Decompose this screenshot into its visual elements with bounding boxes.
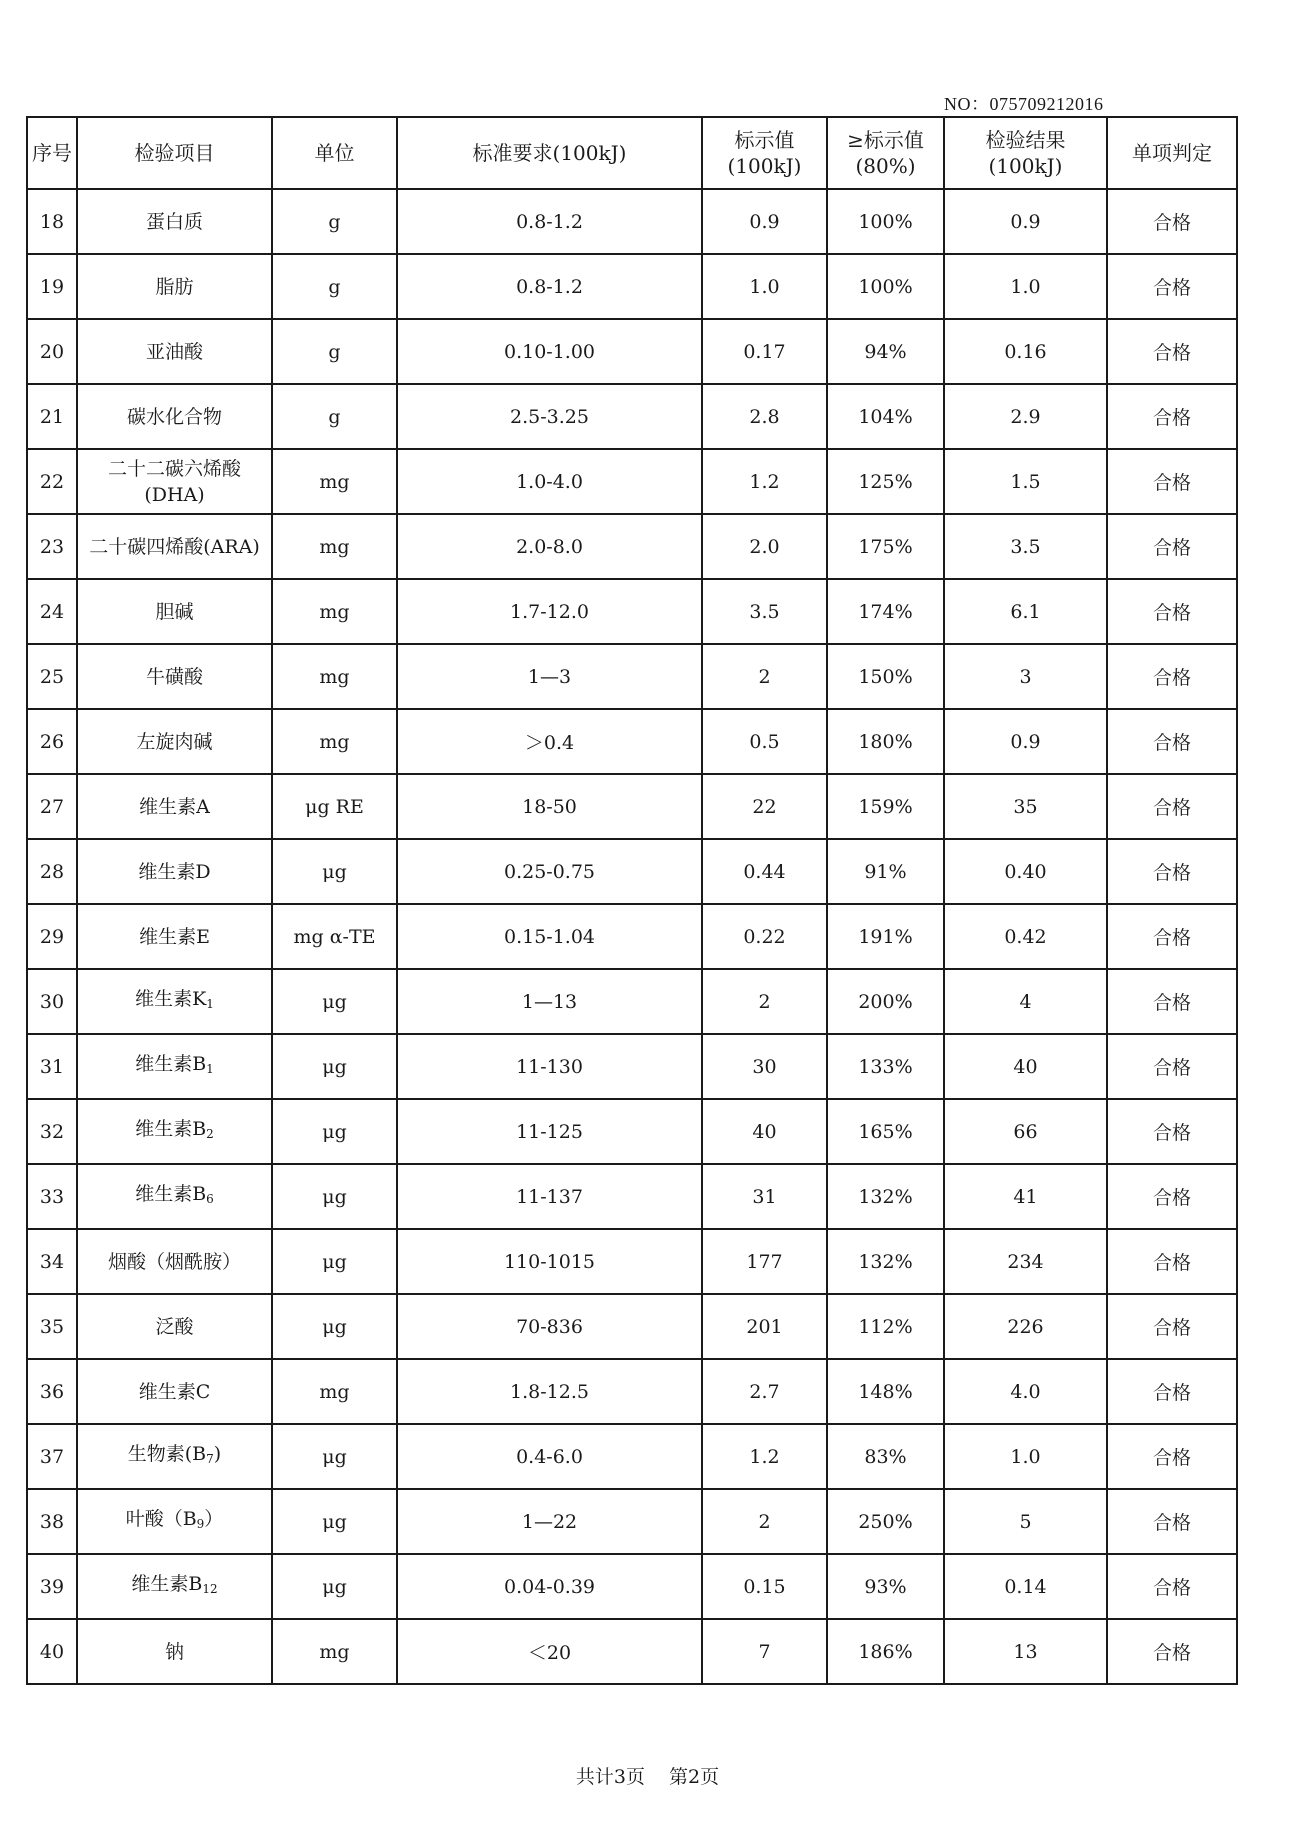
cell-item — [77, 1099, 272, 1164]
cell-unit: g — [272, 384, 397, 449]
cell-result: 3 — [944, 644, 1107, 709]
cell-item — [77, 1034, 272, 1099]
cell-ratio: 93% — [827, 1554, 944, 1619]
cell-seq: 32 — [27, 1099, 77, 1164]
cell-ratio: 148% — [827, 1359, 944, 1424]
cell-ratio: 133% — [827, 1034, 944, 1099]
cell-label-value: 1.2 — [702, 1424, 827, 1489]
table-row — [27, 839, 1237, 904]
table-row — [27, 1554, 1237, 1619]
cell-unit: mg α-TE — [272, 904, 397, 969]
cell-result: 13 — [944, 1619, 1107, 1684]
cell-standard: 1—13 — [397, 969, 702, 1034]
item-subscript: 7 — [206, 1452, 214, 1466]
cell-unit: mg — [272, 709, 397, 774]
table-row — [27, 1099, 1237, 1164]
cell-result: 0.16 — [944, 319, 1107, 384]
item-name: 维生素B — [135, 1053, 207, 1075]
table-row — [27, 1294, 1237, 1359]
cell-judgment: 合格 — [1107, 189, 1237, 254]
cell-label-value: 1.2 — [702, 449, 827, 514]
cell-unit: μg RE — [272, 774, 397, 839]
cell-item — [77, 449, 272, 514]
cell-seq: 21 — [27, 384, 77, 449]
table-row — [27, 1359, 1237, 1424]
item-name: 泛酸 — [155, 1315, 194, 1338]
cell-result: 4 — [944, 969, 1107, 1034]
item-name: 维生素K — [135, 988, 207, 1010]
cell-unit: g — [272, 319, 397, 384]
cell-ratio: 94% — [827, 319, 944, 384]
cell-standard: 1.8-12.5 — [397, 1359, 702, 1424]
cell-judgment: 合格 — [1107, 384, 1237, 449]
cell-seq: 40 — [27, 1619, 77, 1684]
cell-seq: 20 — [27, 319, 77, 384]
cell-ratio: 159% — [827, 774, 944, 839]
cell-result: 234 — [944, 1229, 1107, 1294]
cell-ratio: 191% — [827, 904, 944, 969]
cell-result: 1.0 — [944, 254, 1107, 319]
cell-standard: ＞0.4 — [397, 709, 702, 774]
cell-result: 1.0 — [944, 1424, 1107, 1489]
cell-label-value: 2.8 — [702, 384, 827, 449]
cell-label-value: 1.0 — [702, 254, 827, 319]
table-row — [27, 254, 1237, 319]
cell-seq: 28 — [27, 839, 77, 904]
cell-item — [77, 189, 272, 254]
header-judgment: 单项判定 — [1107, 117, 1237, 189]
cell-ratio: 104% — [827, 384, 944, 449]
table-row — [27, 1619, 1237, 1684]
cell-item — [77, 1164, 272, 1229]
cell-judgment: 合格 — [1107, 709, 1237, 774]
item-name: 维生素C — [138, 1380, 211, 1403]
cell-ratio: 180% — [827, 709, 944, 774]
table-row — [27, 969, 1237, 1034]
header-result: 检验结果 (100kJ) — [944, 117, 1107, 189]
cell-item — [77, 319, 272, 384]
cell-unit: mg — [272, 514, 397, 579]
cell-result: 66 — [944, 1099, 1107, 1164]
cell-judgment: 合格 — [1107, 1294, 1237, 1359]
cell-unit: μg — [272, 1424, 397, 1489]
item-name: 维生素E — [139, 925, 210, 948]
cell-standard: 1—22 — [397, 1489, 702, 1554]
header-ratio: ≥标示值 (80%) — [827, 117, 944, 189]
item-name: 维生素B — [135, 1183, 207, 1205]
item-name: 亚油酸 — [145, 340, 203, 363]
cell-label-value: 2 — [702, 1489, 827, 1554]
cell-label-value: 2 — [702, 969, 827, 1034]
header-unit: 单位 — [272, 117, 397, 189]
cell-label-value: 31 — [702, 1164, 827, 1229]
cell-item — [77, 254, 272, 319]
cell-standard: 1.0-4.0 — [397, 449, 702, 514]
item-name: 烟酸（烟酰胺） — [107, 1250, 241, 1273]
cell-ratio: 91% — [827, 839, 944, 904]
item-name: 左旋肉碱 — [136, 730, 213, 753]
cell-unit: mg — [272, 579, 397, 644]
cell-item — [77, 579, 272, 644]
cell-unit: mg — [272, 1359, 397, 1424]
cell-ratio: 174% — [827, 579, 944, 644]
cell-seq: 35 — [27, 1294, 77, 1359]
cell-unit: μg — [272, 1294, 397, 1359]
cell-judgment: 合格 — [1107, 514, 1237, 579]
cell-judgment: 合格 — [1107, 1034, 1237, 1099]
cell-ratio: 83% — [827, 1424, 944, 1489]
cell-judgment: 合格 — [1107, 1619, 1237, 1684]
cell-item — [77, 1424, 272, 1489]
cell-result: 1.5 — [944, 449, 1107, 514]
cell-item — [77, 1554, 272, 1619]
cell-standard: ＜20 — [397, 1619, 702, 1684]
cell-standard: 11-137 — [397, 1164, 702, 1229]
table-row — [27, 579, 1237, 644]
cell-item — [77, 1359, 272, 1424]
cell-unit: μg — [272, 969, 397, 1034]
item-name: 维生素B — [135, 1118, 207, 1140]
cell-result: 226 — [944, 1294, 1107, 1359]
cell-unit: μg — [272, 1164, 397, 1229]
table-row — [27, 709, 1237, 774]
cell-label-value: 177 — [702, 1229, 827, 1294]
item-name: 维生素D — [138, 860, 211, 883]
item-subscript: 1 — [206, 1062, 214, 1076]
item-subscript: 12 — [202, 1582, 218, 1596]
item-subscript: 6 — [206, 1192, 214, 1206]
cell-seq: 39 — [27, 1554, 77, 1619]
item-suffix: ） — [204, 1508, 224, 1530]
cell-seq: 18 — [27, 189, 77, 254]
cell-result: 0.42 — [944, 904, 1107, 969]
cell-label-value: 3.5 — [702, 579, 827, 644]
cell-unit: g — [272, 189, 397, 254]
cell-standard: 18-50 — [397, 774, 702, 839]
cell-label-value: 40 — [702, 1099, 827, 1164]
cell-judgment: 合格 — [1107, 579, 1237, 644]
cell-unit: mg — [272, 644, 397, 709]
table-row — [27, 189, 1237, 254]
cell-label-value: 201 — [702, 1294, 827, 1359]
cell-label-value: 2.7 — [702, 1359, 827, 1424]
cell-ratio: 175% — [827, 514, 944, 579]
cell-label-value: 22 — [702, 774, 827, 839]
table-row — [27, 1229, 1237, 1294]
cell-item — [77, 1619, 272, 1684]
cell-item — [77, 969, 272, 1034]
cell-item — [77, 384, 272, 449]
cell-result: 0.9 — [944, 189, 1107, 254]
cell-label-value: 0.5 — [702, 709, 827, 774]
header-item: 检验项目 — [77, 117, 272, 189]
cell-standard: 0.25-0.75 — [397, 839, 702, 904]
cell-seq: 23 — [27, 514, 77, 579]
cell-item — [77, 904, 272, 969]
cell-seq: 31 — [27, 1034, 77, 1099]
item-suffix: ) — [213, 1443, 222, 1465]
cell-judgment: 合格 — [1107, 1229, 1237, 1294]
cell-judgment: 合格 — [1107, 644, 1237, 709]
cell-label-value: 0.15 — [702, 1554, 827, 1619]
table-row — [27, 319, 1237, 384]
document-number: NO：075709212016 — [944, 94, 1104, 114]
header-standard: 标准要求(100kJ) — [397, 117, 702, 189]
item-subscript: 2 — [206, 1127, 214, 1141]
cell-ratio: 100% — [827, 254, 944, 319]
cell-unit: g — [272, 254, 397, 319]
cell-item — [77, 514, 272, 579]
cell-judgment: 合格 — [1107, 1359, 1237, 1424]
cell-result: 5 — [944, 1489, 1107, 1554]
cell-judgment: 合格 — [1107, 1424, 1237, 1489]
header-seq: 序号 — [27, 117, 77, 189]
cell-seq: 25 — [27, 644, 77, 709]
cell-label-value: 7 — [702, 1619, 827, 1684]
cell-judgment: 合格 — [1107, 1554, 1237, 1619]
table-row — [27, 1164, 1237, 1229]
cell-standard: 0.15-1.04 — [397, 904, 702, 969]
cell-unit: μg — [272, 839, 397, 904]
cell-result: 2.9 — [944, 384, 1107, 449]
cell-result: 3.5 — [944, 514, 1107, 579]
cell-standard: 110-1015 — [397, 1229, 702, 1294]
cell-result: 40 — [944, 1034, 1107, 1099]
table-row — [27, 449, 1237, 514]
cell-standard: 11-125 — [397, 1099, 702, 1164]
cell-seq: 22 — [27, 449, 77, 514]
cell-seq: 38 — [27, 1489, 77, 1554]
cell-label-value: 0.17 — [702, 319, 827, 384]
cell-standard: 0.8-1.2 — [397, 254, 702, 319]
item-name: 蛋白质 — [145, 210, 203, 233]
cell-ratio: 100% — [827, 189, 944, 254]
cell-unit: μg — [272, 1554, 397, 1619]
item-subscript: 9 — [196, 1517, 205, 1531]
cell-label-value: 30 — [702, 1034, 827, 1099]
cell-judgment: 合格 — [1107, 969, 1237, 1034]
cell-label-value: 0.22 — [702, 904, 827, 969]
cell-result: 0.40 — [944, 839, 1107, 904]
cell-label-value: 2.0 — [702, 514, 827, 579]
cell-label-value: 0.9 — [702, 189, 827, 254]
table-row — [27, 1424, 1237, 1489]
cell-result: 0.14 — [944, 1554, 1107, 1619]
cell-seq: 30 — [27, 969, 77, 1034]
cell-item — [77, 839, 272, 904]
item-name: 二十二碳六烯酸 (DHA) — [107, 457, 241, 506]
cell-standard: 0.4-6.0 — [397, 1424, 702, 1489]
cell-label-value: 0.44 — [702, 839, 827, 904]
cell-item — [77, 1489, 272, 1554]
cell-item — [77, 1229, 272, 1294]
item-name: 生物素(B — [127, 1443, 207, 1465]
cell-ratio: 186% — [827, 1619, 944, 1684]
cell-item — [77, 774, 272, 839]
table-row — [27, 384, 1237, 449]
cell-result: 4.0 — [944, 1359, 1107, 1424]
table-body — [27, 189, 1237, 1684]
cell-result: 0.9 — [944, 709, 1107, 774]
cell-seq: 29 — [27, 904, 77, 969]
cell-standard: 1—3 — [397, 644, 702, 709]
cell-standard: 2.0-8.0 — [397, 514, 702, 579]
cell-judgment: 合格 — [1107, 319, 1237, 384]
cell-standard: 2.5-3.25 — [397, 384, 702, 449]
cell-unit: μg — [272, 1489, 397, 1554]
cell-unit: μg — [272, 1034, 397, 1099]
table-row — [27, 904, 1237, 969]
inspection-results-table — [26, 116, 1238, 1685]
cell-seq: 27 — [27, 774, 77, 839]
item-name: 二十碳四烯酸(ARA) — [89, 535, 260, 558]
item-name: 胆碱 — [155, 600, 194, 623]
cell-judgment: 合格 — [1107, 904, 1237, 969]
cell-ratio: 250% — [827, 1489, 944, 1554]
cell-ratio: 200% — [827, 969, 944, 1034]
cell-judgment: 合格 — [1107, 449, 1237, 514]
cell-standard: 0.8-1.2 — [397, 189, 702, 254]
cell-seq: 26 — [27, 709, 77, 774]
cell-standard: 0.10-1.00 — [397, 319, 702, 384]
cell-judgment: 合格 — [1107, 774, 1237, 839]
cell-label-value: 2 — [702, 644, 827, 709]
cell-unit: mg — [272, 1619, 397, 1684]
cell-unit: μg — [272, 1229, 397, 1294]
cell-seq: 33 — [27, 1164, 77, 1229]
table-row — [27, 644, 1237, 709]
cell-judgment: 合格 — [1107, 1164, 1237, 1229]
cell-result: 41 — [944, 1164, 1107, 1229]
item-name: 牛磺酸 — [145, 665, 203, 688]
cell-result: 6.1 — [944, 579, 1107, 644]
cell-ratio: 165% — [827, 1099, 944, 1164]
item-name: 维生素A — [139, 795, 210, 818]
page-footer: 共计3页 第2页 — [575, 1766, 720, 1788]
cell-standard: 0.04-0.39 — [397, 1554, 702, 1619]
cell-seq: 37 — [27, 1424, 77, 1489]
cell-seq: 34 — [27, 1229, 77, 1294]
cell-judgment: 合格 — [1107, 1099, 1237, 1164]
cell-item — [77, 709, 272, 774]
cell-ratio: 132% — [827, 1164, 944, 1229]
cell-ratio: 132% — [827, 1229, 944, 1294]
cell-unit: mg — [272, 449, 397, 514]
table-row — [27, 1034, 1237, 1099]
item-name: 钠 — [164, 1640, 184, 1663]
cell-standard: 70-836 — [397, 1294, 702, 1359]
item-name: 叶酸（B — [125, 1508, 197, 1530]
item-name: 碳水化合物 — [126, 405, 222, 428]
cell-seq: 36 — [27, 1359, 77, 1424]
cell-judgment: 合格 — [1107, 1489, 1237, 1554]
cell-ratio: 150% — [827, 644, 944, 709]
cell-item — [77, 1294, 272, 1359]
item-name: 维生素B — [131, 1573, 203, 1595]
header-label-value: 标示值 (100kJ) — [702, 117, 827, 189]
cell-judgment: 合格 — [1107, 839, 1237, 904]
cell-ratio: 125% — [827, 449, 944, 514]
table-row — [27, 774, 1237, 839]
table-row — [27, 1489, 1237, 1554]
cell-ratio: 112% — [827, 1294, 944, 1359]
cell-standard: 1.7-12.0 — [397, 579, 702, 644]
table-header-row — [27, 117, 1237, 189]
cell-standard: 11-130 — [397, 1034, 702, 1099]
cell-seq: 19 — [27, 254, 77, 319]
cell-item — [77, 644, 272, 709]
item-subscript: 1 — [206, 997, 214, 1011]
item-name: 脂肪 — [155, 275, 194, 298]
table-row — [27, 514, 1237, 579]
cell-unit: μg — [272, 1099, 397, 1164]
cell-seq: 24 — [27, 579, 77, 644]
cell-judgment: 合格 — [1107, 254, 1237, 319]
cell-result: 35 — [944, 774, 1107, 839]
